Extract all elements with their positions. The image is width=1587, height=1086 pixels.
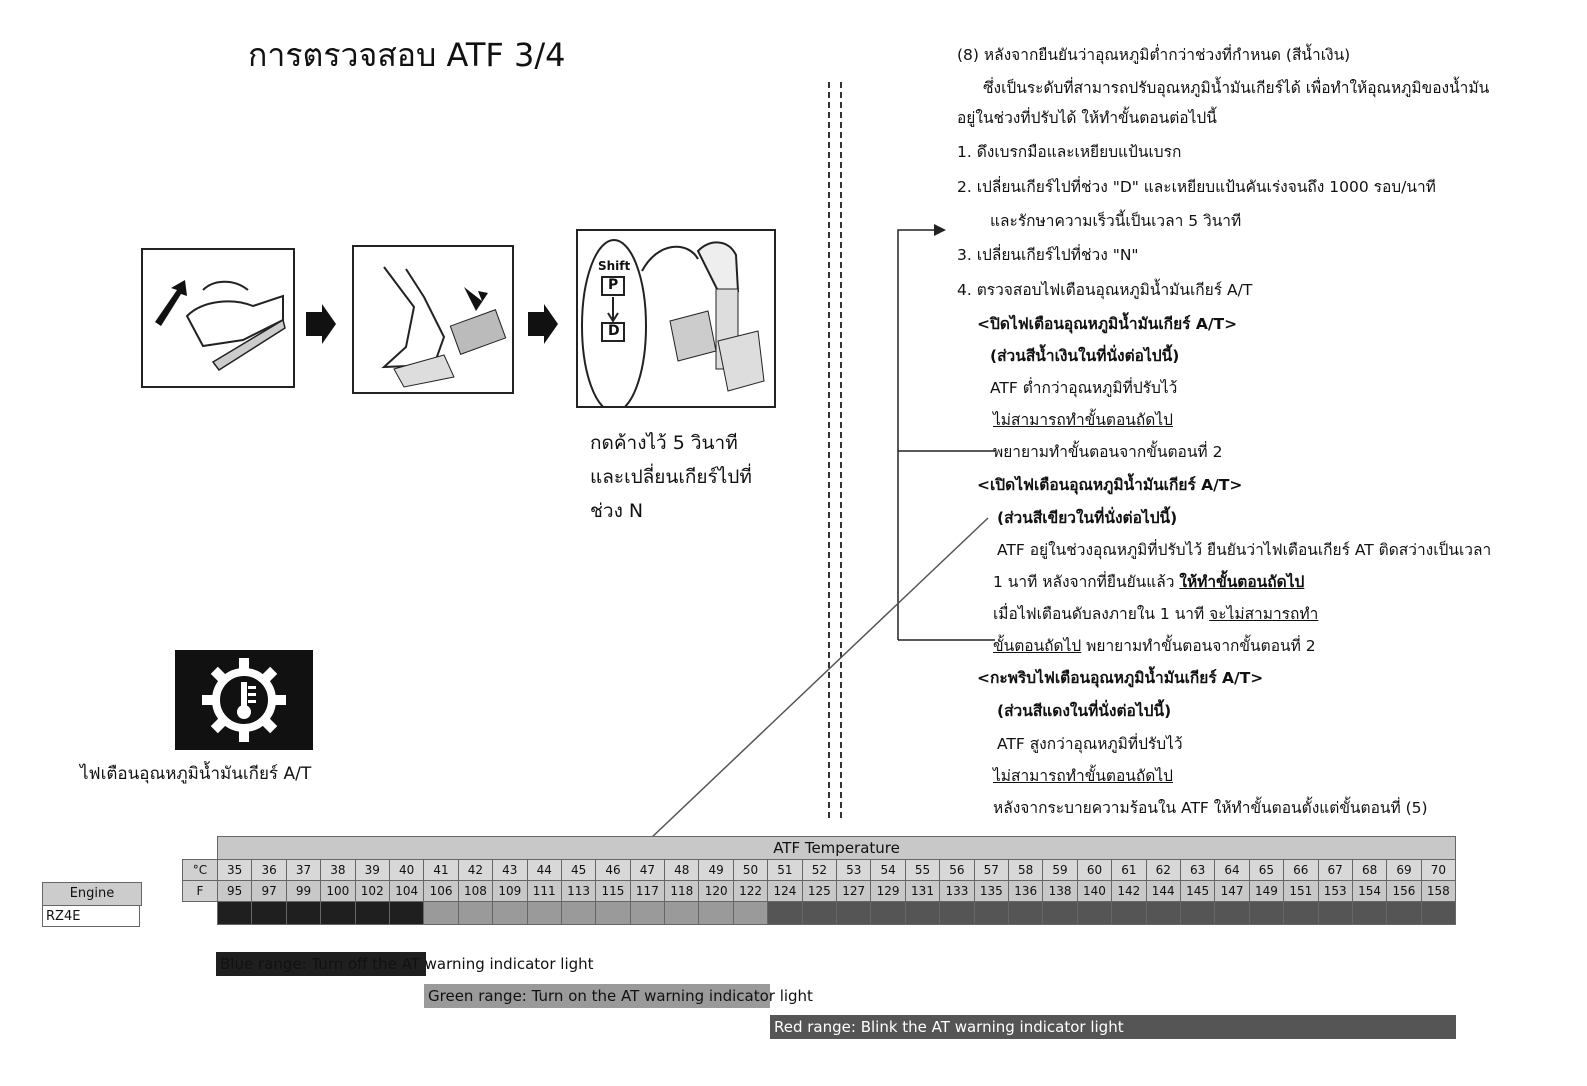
celsius-cell: 47 [630,860,664,881]
celsius-cell: 53 [837,860,871,881]
on-line: ATF อยู่ในช่วงอุณหภูมิที่ปรับไว้ ยืนยันว่าไฟเตือนเกียร์ AT ติดสว่างเป็นเวลา [997,541,1492,559]
atf-temperature-table [182,836,1456,925]
range-cell [1249,902,1283,925]
blink-line: ไม่สามารถทำขั้นตอนถัดไป [993,767,1173,785]
range-cell [974,902,1008,925]
celsius-cell: 51 [768,860,802,881]
celsius-cell: 68 [1352,860,1386,881]
on-line-text: พยายามทำขั้นตอนจากขั้นตอนที่ 2 [1081,637,1316,655]
range-cell [389,902,423,925]
celsius-cell: 35 [218,860,252,881]
caption-line: กดค้างไว้ 5 วินาที [590,432,738,454]
fahrenheit-cell: 95 [218,881,252,902]
range-cell [1215,902,1249,925]
range-cell [424,902,458,925]
range-cell [871,902,905,925]
blink-heading: <กะพริบไฟเตือนอุณหภูมิน้ำมันเกียร์ A/T> [977,669,1264,687]
blink-line: หลังจากระบายความร้อนใน ATF ให้ทำขั้นตอนตั้งแต่ขั้นตอนที่ (5) [993,799,1428,817]
fahrenheit-cell: 138 [1043,881,1077,902]
celsius-cell: 41 [424,860,458,881]
blink-subheading: (ส่วนสีแดงในที่นั่งต่อไปนี้) [997,702,1172,720]
fahrenheit-cell: 153 [1318,881,1352,902]
celsius-cell: 44 [527,860,561,881]
legend-green: Green range: Turn on the AT warning indicator light [424,984,770,1008]
celsius-cell: 36 [252,860,286,881]
range-cell [252,902,286,925]
caption-line: และเปลี่ยนเกียร์ไปที่ [590,466,752,488]
celsius-cell: 58 [1008,860,1042,881]
celsius-cell: 48 [665,860,699,881]
range-cell [458,902,492,925]
fahrenheit-cell: 122 [733,881,767,902]
range-cell [218,902,252,925]
fahrenheit-cell: 147 [1215,881,1249,902]
range-cell [1421,902,1455,925]
celsius-cell: 56 [940,860,974,881]
range-cell [837,902,871,925]
fahrenheit-cell: 158 [1421,881,1455,902]
range-cell [1318,902,1352,925]
range-cell [802,902,836,925]
fahrenheit-cell: 127 [837,881,871,902]
fahrenheit-cell: 131 [905,881,939,902]
fahrenheit-cell: 109 [493,881,527,902]
step-3: 3. เปลี่ยนเกียร์ไปที่ช่วง "N" [957,246,1139,264]
fahrenheit-cell: 102 [355,881,389,902]
range-cell [493,902,527,925]
shift-p-label: P [608,277,619,293]
off-heading: <ปิดไฟเตือนอุณหภูมิน้ำมันเกียร์ A/T> [977,315,1238,333]
fahrenheit-cell: 118 [665,881,699,902]
fahrenheit-cell: 140 [1077,881,1111,902]
fahrenheit-cell: 113 [561,881,595,902]
fahrenheit-cell: 145 [1180,881,1214,902]
table-header: ATF Temperature [218,837,1456,860]
range-cell [630,902,664,925]
range-cell [1112,902,1146,925]
celsius-cell: 69 [1387,860,1421,881]
celsius-cell: 38 [321,860,355,881]
off-line: พยายามทำขั้นตอนจากขั้นตอนที่ 2 [993,443,1223,461]
page-title: การตรวจสอบ ATF 3/4 [248,36,566,74]
fahrenheit-cell: 97 [252,881,286,902]
range-cell [733,902,767,925]
range-cell [355,902,389,925]
range-cell [561,902,595,925]
range-cell [321,902,355,925]
fahrenheit-cell: 117 [630,881,664,902]
range-cell [768,902,802,925]
range-cell [527,902,561,925]
range-cell [1284,902,1318,925]
celsius-label: °C [183,860,218,881]
step-4: 4. ตรวจสอบไฟเตือนอุณหภูมิน้ำมันเกียร์ A/T [957,281,1253,299]
fahrenheit-cell: 151 [1284,881,1318,902]
celsius-cell: 49 [699,860,733,881]
range-cell [286,902,320,925]
shift-d-label: D [608,323,620,339]
legend-blue [216,952,594,976]
celsius-cell: 40 [389,860,423,881]
celsius-cell: 43 [493,860,527,881]
celsius-cell: 64 [1215,860,1249,881]
celsius-cell: 63 [1180,860,1214,881]
celsius-cell: 67 [1318,860,1352,881]
step-1: 1. ดึงเบรกมือและเหยียบแป้นเบรก [957,143,1182,161]
blink-line: ATF สูงกว่าอุณหภูมิที่ปรับไว้ [997,735,1183,753]
on-line-emphasis: ขั้นตอนถัดไป [993,637,1082,655]
legend-blue-text: Blue range: Turn off the AT warning indicator light [220,955,594,973]
celsius-cell: 45 [561,860,595,881]
fahrenheit-cell: 104 [389,881,423,902]
fahrenheit-cell: 144 [1146,881,1180,902]
celsius-cell: 66 [1284,860,1318,881]
celsius-cell: 42 [458,860,492,881]
on-heading: <เปิดไฟเตือนอุณหภูมิน้ำมันเกียร์ A/T> [977,476,1243,494]
fahrenheit-cell: 115 [596,881,630,902]
fahrenheit-cell: 106 [424,881,458,902]
warning-light-caption: ไฟเตือนอุณหภูมิน้ำมันเกียร์ A/T [80,764,312,784]
step-2-cont: และรักษาความเร็วนี้เป็นเวลา 5 วินาที [990,212,1242,230]
off-subheading: (ส่วนสีน้ำเงินในที่นั่งต่อไปนี้) [990,347,1180,365]
on-subheading: (ส่วนสีเขียวในที่นั่งต่อไปนี้) [997,509,1178,527]
fahrenheit-cell: 149 [1249,881,1283,902]
range-cell [940,902,974,925]
fahrenheit-cell: 135 [974,881,1008,902]
celsius-cell: 59 [1043,860,1077,881]
on-line-text: เมื่อไฟเตือนดับลงภายใน 1 นาที [993,605,1210,623]
fahrenheit-cell: 120 [699,881,733,902]
fahrenheit-cell: 133 [940,881,974,902]
fahrenheit-label: F [183,881,218,902]
caption-line: ช่วง N [590,500,644,522]
celsius-cell: 55 [905,860,939,881]
step-2: 2. เปลี่ยนเกียร์ไปที่ช่วง "D" และเหยียบแป้นคันเร่งจนถึง 1000 รอบ/นาที [957,178,1436,196]
intro-line: อยู่ในช่วงที่ปรับได้ ให้ทำขั้นตอนต่อไปนี้ [957,109,1217,127]
fahrenheit-cell: 100 [321,881,355,902]
range-cell [665,902,699,925]
celsius-cell: 52 [802,860,836,881]
fahrenheit-cell: 129 [871,881,905,902]
fahrenheit-cell: 136 [1008,881,1042,902]
fahrenheit-cell: 124 [768,881,802,902]
intro-line: ซึ่งเป็นระดับที่สามารถปรับอุณหภูมิน้ำมันเกียร์ได้ เพื่อทำให้อุณหภูมิของน้ำมัน [983,79,1490,97]
fahrenheit-cell: 111 [527,881,561,902]
celsius-cell: 60 [1077,860,1111,881]
range-cell [905,902,939,925]
engine-value: RZ4E [42,905,140,927]
range-cell [699,902,733,925]
range-cell [1043,902,1077,925]
fahrenheit-cell: 108 [458,881,492,902]
celsius-cell: 54 [871,860,905,881]
intro-line: (8) หลังจากยืนยันว่าอุณหภูมิต่ำกว่าช่วงที่กำหนด (สีน้ำเงิน) [957,46,1351,64]
celsius-cell: 37 [286,860,320,881]
engine-label: Engine [42,882,142,906]
fahrenheit-cell: 99 [286,881,320,902]
fahrenheit-cell: 125 [802,881,836,902]
celsius-cell: 65 [1249,860,1283,881]
on-line [993,636,1316,656]
range-cell [596,902,630,925]
on-line-emphasis: จะไม่สามารถทำ [1209,605,1319,623]
range-cell [1352,902,1386,925]
fahrenheit-cell: 156 [1387,881,1421,902]
fahrenheit-cell: 142 [1112,881,1146,902]
celsius-cell: 46 [596,860,630,881]
range-cell [1180,902,1214,925]
celsius-cell: 62 [1146,860,1180,881]
on-line-text: 1 นาที หลังจากที่ยืนยันแล้ว [993,573,1180,591]
on-line [993,572,1304,592]
range-cell [1008,902,1042,925]
off-line: ไม่สามารถทำขั้นตอนถัดไป [993,411,1173,429]
celsius-cell: 57 [974,860,1008,881]
celsius-cell: 39 [355,860,389,881]
shift-label: Shift [598,259,631,273]
range-cell [1077,902,1111,925]
range-cell [1146,902,1180,925]
on-line-emphasis: ให้ทำขั้นตอนถัดไป [1179,573,1305,591]
celsius-cell: 50 [733,860,767,881]
celsius-cell: 70 [1421,860,1455,881]
off-line: ATF ต่ำกว่าอุณหภูมิที่ปรับไว้ [990,379,1178,397]
fahrenheit-cell: 154 [1352,881,1386,902]
legend-red: Red range: Blink the AT warning indicator light [770,1015,1456,1039]
range-cell [1387,902,1421,925]
on-line [993,604,1318,624]
celsius-cell: 61 [1112,860,1146,881]
